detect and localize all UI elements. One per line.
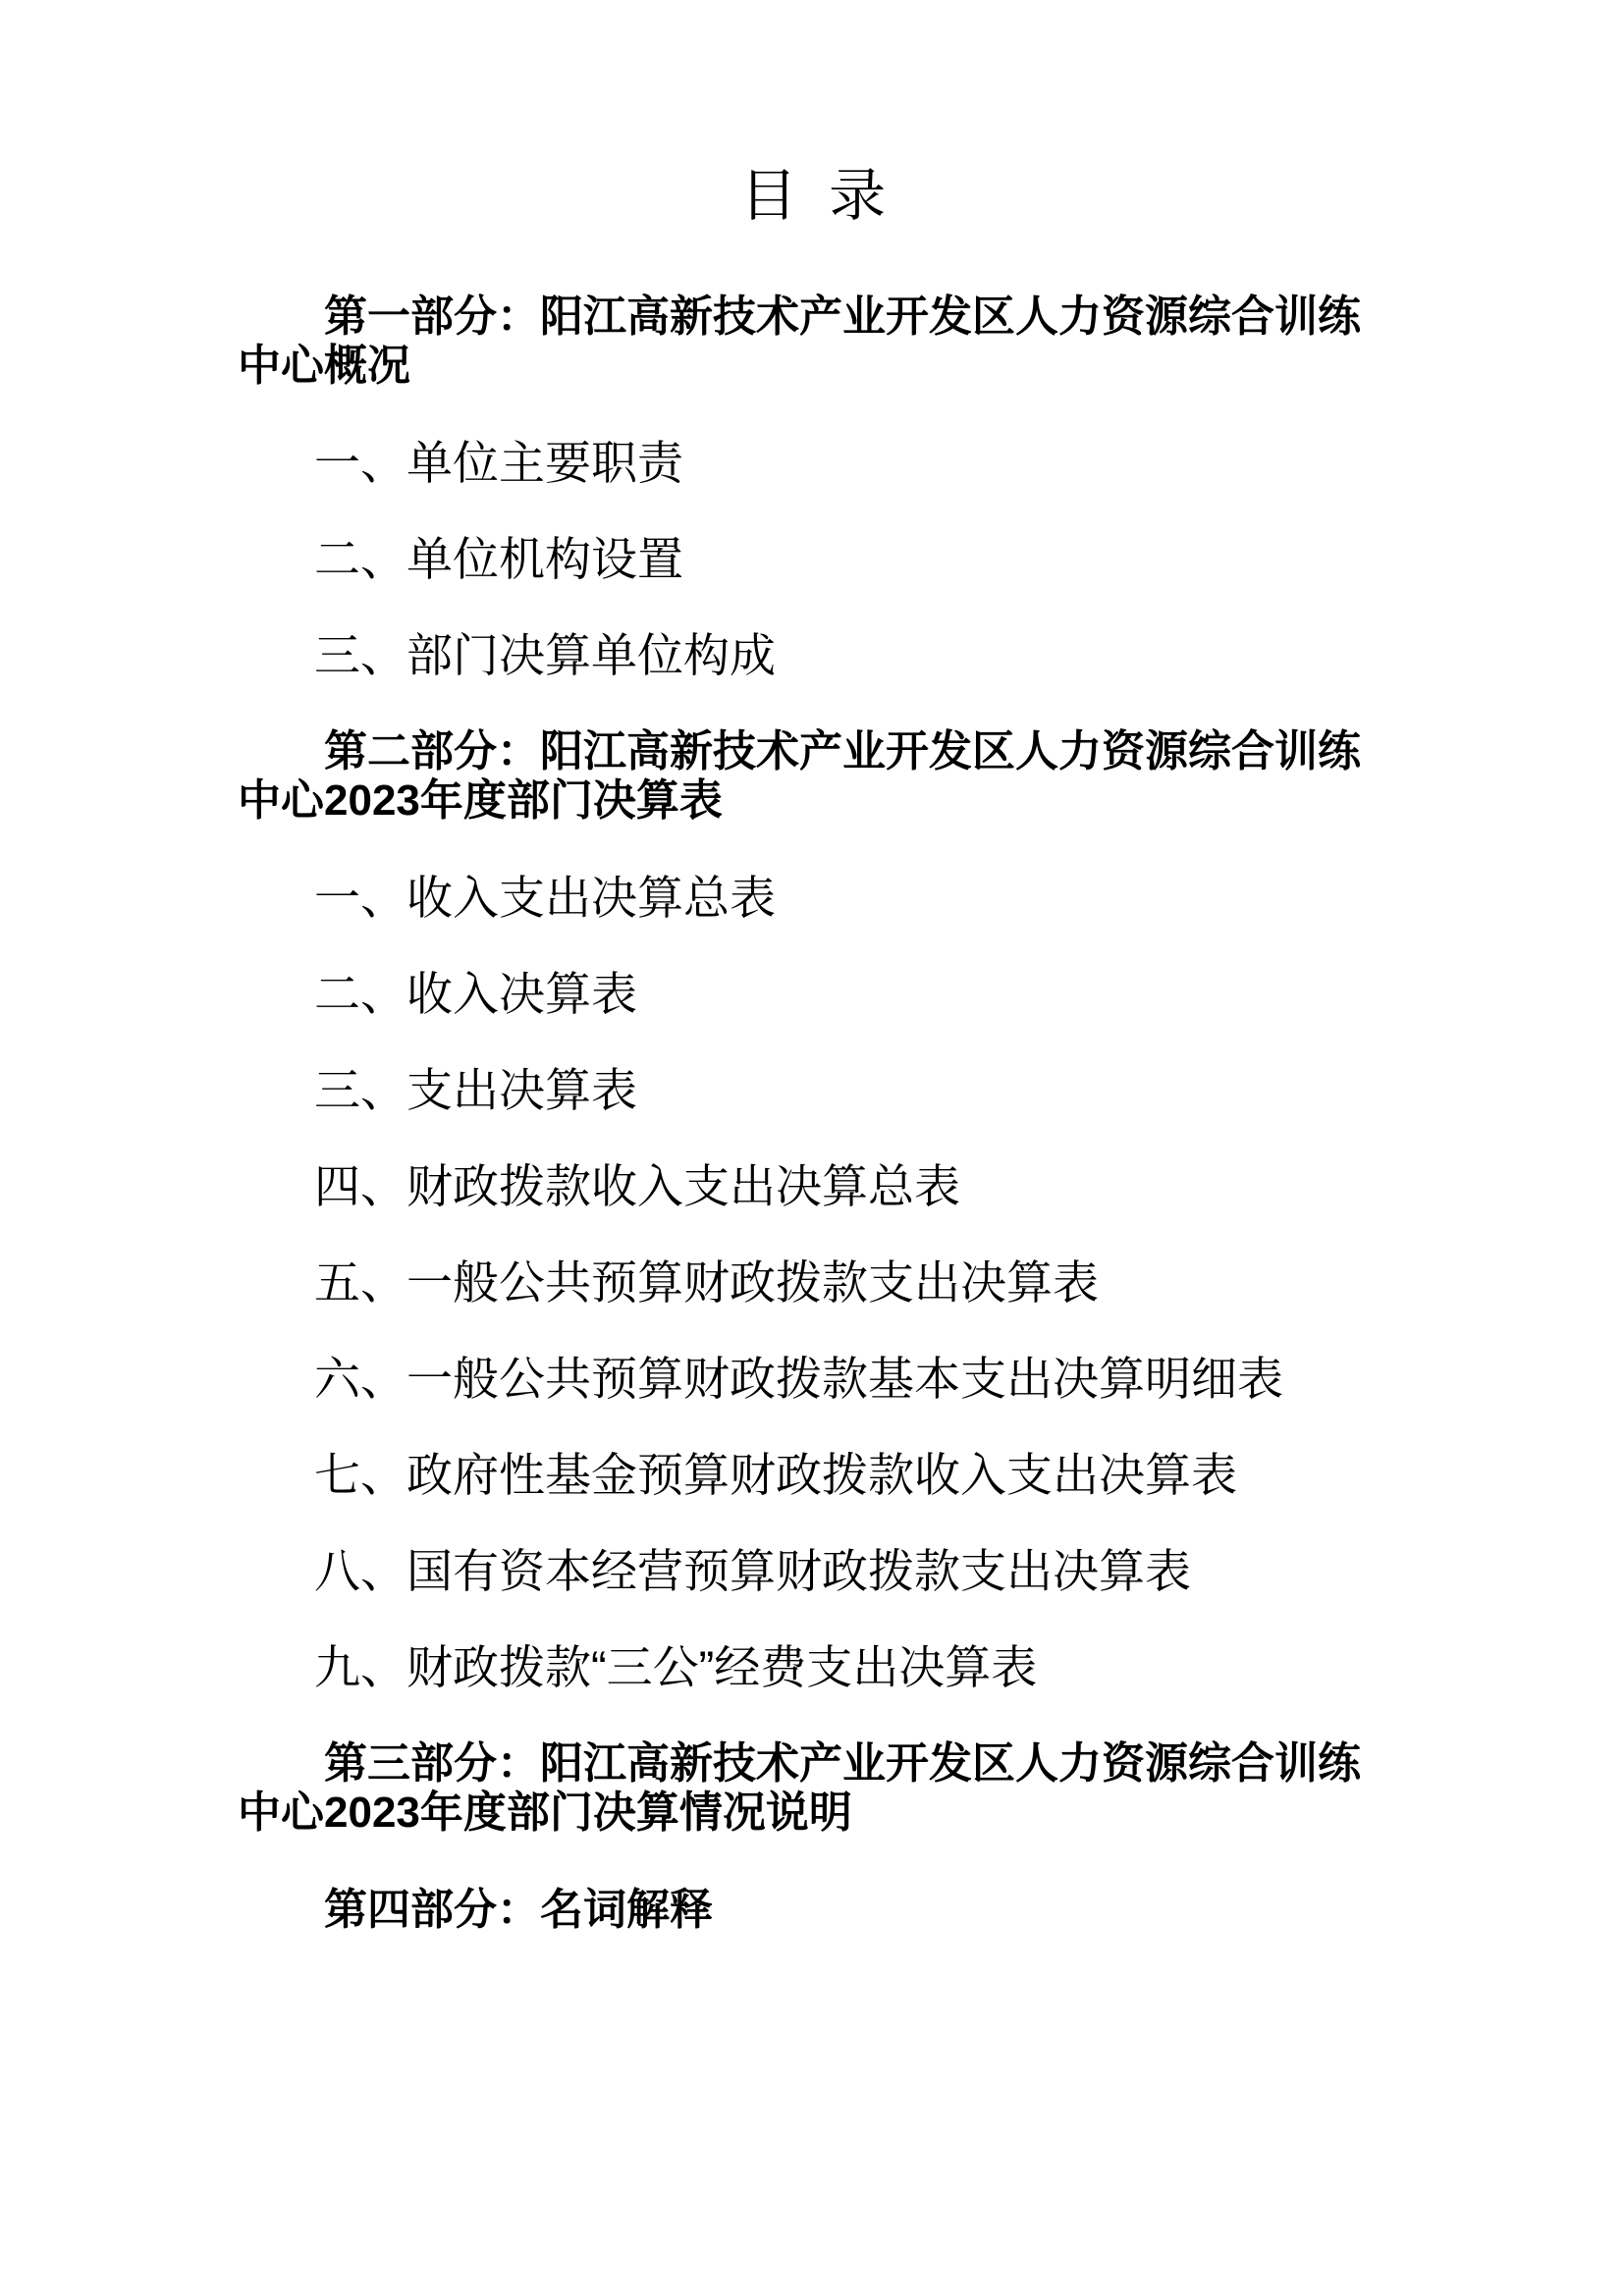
heading-line: 第二部分：阳江高新技术产业开发区人力资源综合训练 xyxy=(324,727,1361,775)
toc-item: 四、财政拨款收入支出决算总表 xyxy=(314,1160,960,1212)
section-part-3 xyxy=(238,1739,1388,1838)
page-title: 目 录 xyxy=(739,164,887,228)
toc-item: 九、财政拨款“三公”经费支出决算表 xyxy=(314,1641,1038,1693)
section-part-1 xyxy=(238,293,1388,680)
section-part-2-heading xyxy=(238,727,1388,826)
section-part-1-heading xyxy=(238,293,1388,391)
section-part-3-heading xyxy=(238,1739,1388,1838)
heading-line: 第一部分：阳江高新技术产业开发区人力资源综合训练 xyxy=(324,293,1361,341)
toc-item: 七、政府性基金预算财政拨款收入支出决算表 xyxy=(314,1449,1237,1501)
toc-item: 二、收入决算表 xyxy=(314,968,637,1020)
toc-item: 一、单位主要职责 xyxy=(314,437,683,489)
toc-item: 六、一般公共预算财政拨款基本支出决算明细表 xyxy=(314,1353,1283,1405)
toc-item: 二、单位机构设置 xyxy=(314,533,683,585)
heading-line: 中心2023年度部门决算表 xyxy=(238,776,723,825)
toc-item: 五、一般公共预算财政拨款支出决算表 xyxy=(314,1256,1099,1308)
toc-item: 三、部门决算单位构成 xyxy=(314,629,776,681)
toc-item: 一、收入支出决算总表 xyxy=(314,872,776,924)
toc-item: 三、支出决算表 xyxy=(314,1064,637,1116)
heading-line: 中心2023年度部门决算情况说明 xyxy=(238,1789,852,1837)
heading-line: 第三部分：阳江高新技术产业开发区人力资源综合训练 xyxy=(324,1739,1361,1788)
section-part-2 xyxy=(238,727,1388,1692)
section-part-4 xyxy=(238,1886,1388,1935)
section-part-4-heading xyxy=(238,1886,1388,1935)
heading-line: 第四部分：名词解释 xyxy=(324,1886,713,1934)
heading-line: 中心概况 xyxy=(238,342,410,390)
toc-item: 八、国有资本经营预算财政拨款支出决算表 xyxy=(314,1545,1191,1597)
